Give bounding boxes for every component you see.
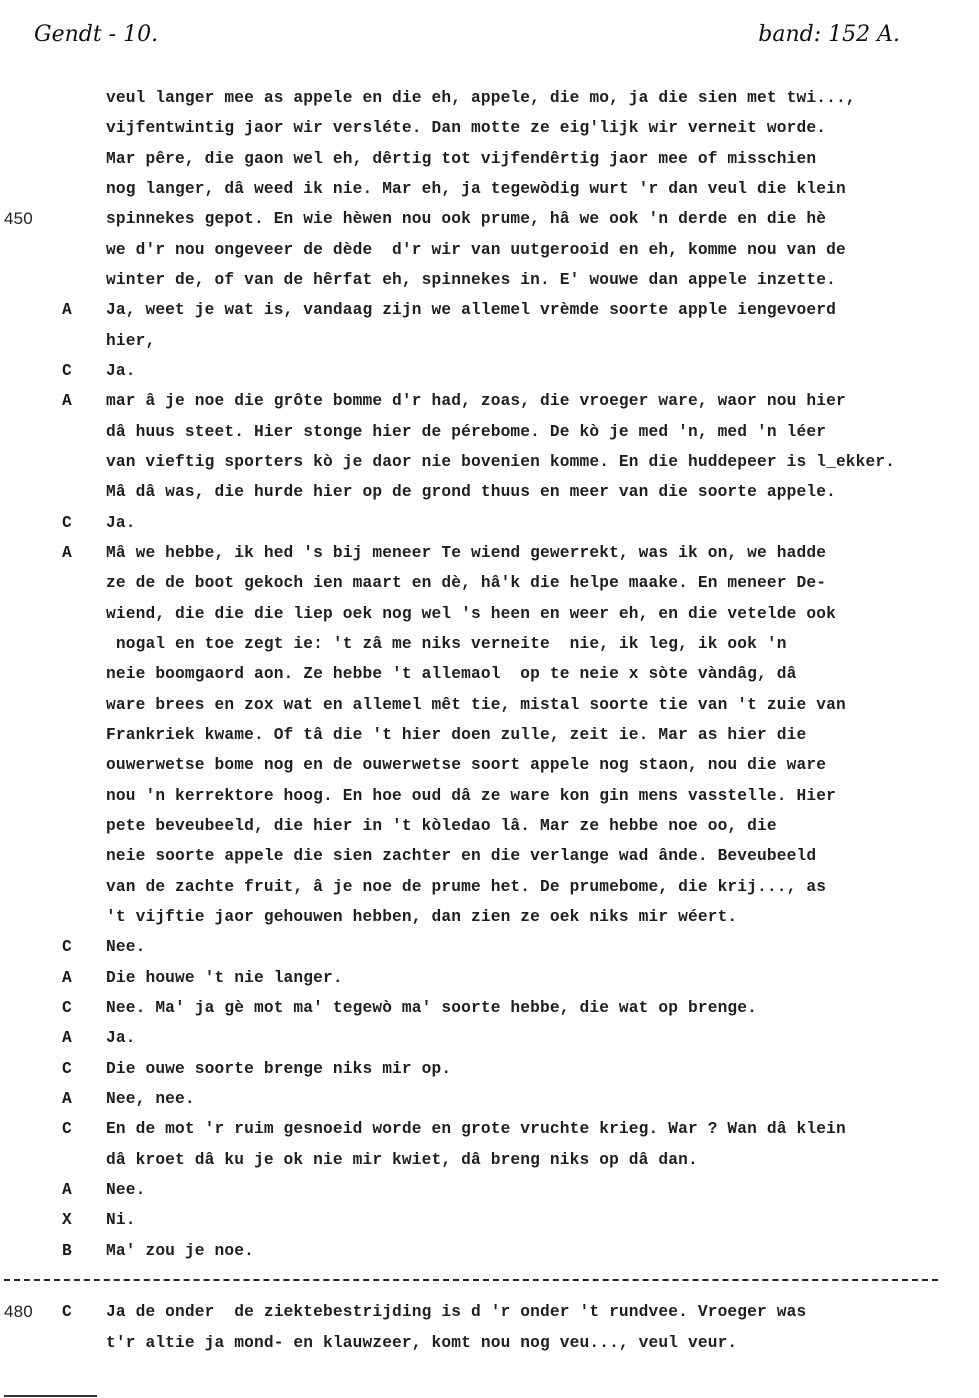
utterance-text: Nee, nee. [106,1089,195,1108]
utterance-text: spinnekes gepot. En wie hèwen nou ook prume, hâ we ook 'n derde en die hè [106,210,827,229]
transcript-line [0,753,979,777]
transcript-line [0,268,979,292]
transcript-line [0,571,979,595]
speaker-label: A [62,1180,72,1199]
utterance-text: En de mot 'r ruim gesnoeid worde en grote vruchte krieg. War ? Wan dâ klein [106,1120,846,1139]
utterance-text: Ma' zou je noe. [106,1241,254,1260]
utterance-text: Ja. [106,1029,136,1048]
utterance-text: winter de, of van de hêrfat eh, spinnekes in. E' wouwe dan appele inzette. [106,270,836,289]
utterance-text: ouwerwetse bome nog en de ouwerwetse soort appele nog staon, nou die ware [106,756,827,775]
line-number: 480 [4,1302,33,1321]
speaker-label: A [62,543,72,562]
utterance-text: mar â je noe die grôte bomme d'r had, zoas, die vroeger ware, waor nou hier [106,392,846,411]
transcript-line [0,844,979,868]
transcript-line [0,359,979,383]
speaker-label: C [62,1059,72,1078]
transcript-line [0,602,979,626]
transcript-line [0,541,979,565]
transcript-line [0,1208,979,1232]
utterance-text: Frankriek kwame. Of tâ die 't hier doen zulle, zeit ie. Mar as hier die [106,725,807,744]
speaker-label: C [62,1120,72,1139]
utterance-text: veul langer mee as appele en die eh, appele, die mo, ja die sien met twi..., [106,89,856,107]
transcript-line [0,632,979,656]
utterance-text: Nee. [106,938,146,957]
transcript-line [0,875,979,899]
transcript-line [0,511,979,535]
transcript-line [0,1117,979,1141]
utterance-text: Ja de onder de ziektebestrijding is d 'r onder 't rundvee. Vroeger was [106,1303,807,1321]
speaker-label: C [62,361,72,380]
transcript-line [0,1239,979,1263]
speaker-label: X [62,1211,72,1230]
transcript-line [0,966,979,990]
utterance-text: ze de de boot gekoch ien maart en dè, hâ'k die helpe maake. En meneer De- [106,574,827,593]
utterance-text: Mâ we hebbe, ik hed 's bij meneer Te wiend gewerrekt, was ik on, we hadde [106,543,827,562]
transcript-line [0,996,979,1020]
speaker-label: A [62,392,72,411]
transcript-line [0,177,979,201]
transcript-line [0,723,979,747]
transcript-line [0,1148,979,1172]
transcript-line [0,389,979,413]
utterance-text: ware brees en zox wat en allemel mêt tie, mistal soorte tie van 't zuie van [106,695,846,714]
transcript-line [0,329,979,353]
transcript-line [0,693,979,717]
transcript-line [0,116,979,140]
handwritten-header-location: Gendt - 10. [34,22,159,47]
transcript-line [0,935,979,959]
utterance-text: van de zachte fruit, â je noe de prume het. De prumebome, die krij..., as [106,877,827,896]
utterance-text: dâ huus steet. Hier stonge hier de pérebome. De kò je med 'n, med 'n léer [106,422,827,441]
utterance-text: 't vijftie jaor gehouwen hebben, dan zien ze oek niks mir wéert. [106,907,738,926]
speaker-label: C [62,1303,72,1321]
utterance-text: vijfentwintig jaor wir versléte. Dan motte ze eig'lijk wir verneit worde. [106,119,827,138]
transcript-line [0,86,979,110]
section-divider [4,1279,938,1281]
transcript-line [0,905,979,929]
utterance-text: wiend, die die die liep oek nog wel 's heen en weer eh, en die vetelde ook [106,604,836,623]
transcript-line [0,480,979,504]
utterance-text: neie soorte appele die sien zachter en die verlange wad ânde. Beveubeeld [106,847,817,866]
utterance-text: nogal en toe zegt ie: 't zâ me niks verneite nie, ik leg, ik ook 'n [106,634,787,653]
handwritten-header-tape: band: 152 A. [758,22,900,47]
utterance-text: Ni. [106,1211,136,1230]
utterance-text: dâ kroet dâ ku je ok nie mir kwiet, dâ breng niks op dâ dan. [106,1150,698,1169]
transcript-line [0,784,979,808]
utterance-text: Nee. Ma' ja gè mot ma' tegewò ma' soorte hebbe, die wat op brenge. [106,998,758,1017]
utterance-text: van vieftig sporters kò je daor nie bovenien komme. En die huddepeer is l_ekker. [106,452,896,471]
transcript-line [0,450,979,474]
transcript-line [0,238,979,262]
speaker-label: A [62,968,72,987]
utterance-text: Die houwe 't nie langer. [106,968,343,987]
speaker-label: A [62,1089,72,1108]
utterance-text: neie boomgaord aon. Ze hebbe 't allemaol op te neie x sòte vàndâg, dâ [106,665,797,684]
utterance-text: Nee. [106,1180,146,1199]
speaker-label: C [62,513,72,532]
footnote-rule [4,1395,97,1397]
transcript-line [0,1300,979,1324]
utterance-text: Mâ dâ was, die hurde hier op de grond thuus en meer van die soorte appele. [106,483,836,502]
utterance-text: t'r altie ja mond- en klauwzeer, komt nou nog veu..., veul veur. [106,1333,738,1352]
utterance-text: hier, [106,331,156,350]
transcript-line [0,814,979,838]
transcript-line [0,147,979,171]
transcript-line [0,1026,979,1050]
transcript-line [0,1087,979,1111]
speaker-label: C [62,938,72,957]
transcript-line [0,662,979,686]
speaker-label: B [62,1241,72,1260]
transcript-line [0,1178,979,1202]
utterance-text: Ja. [106,361,136,380]
line-number: 450 [4,209,33,229]
utterance-text: Ja. [106,513,136,532]
utterance-text: Die ouwe soorte brenge niks mir op. [106,1059,452,1078]
utterance-text: nou 'n kerrektore hoog. En hoe oud dâ ze ware kon gin mens vasstelle. Hier [106,786,836,805]
utterance-text: pete beveubeeld, die hier in 't kòledao lâ. Mar ze hebbe noe oo, die [106,816,777,835]
speaker-label: A [62,1029,72,1048]
transcript-line [0,1057,979,1081]
transcript-line [0,420,979,444]
utterance-text: Mar pêre, die gaon wel eh, dêrtig tot vijfendêrtig jaor mee of misschien [106,149,817,168]
utterance-text: nog langer, dâ weed ik nie. Mar eh, ja tegewòdig wurt 'r dan veul die klein [106,179,846,198]
utterance-text: Ja, weet je wat is, vandaag zijn we allemel vrèmde soorte apple iengevoerd [106,301,836,320]
transcript-line [0,298,979,322]
transcript-line [0,1331,979,1355]
speaker-label: A [62,301,72,320]
utterance-text: we d'r nou ongeveer de dède d'r wir van uutgerooid en eh, komme nou van de [106,240,846,259]
transcript-line [0,207,979,231]
speaker-label: C [62,998,72,1017]
